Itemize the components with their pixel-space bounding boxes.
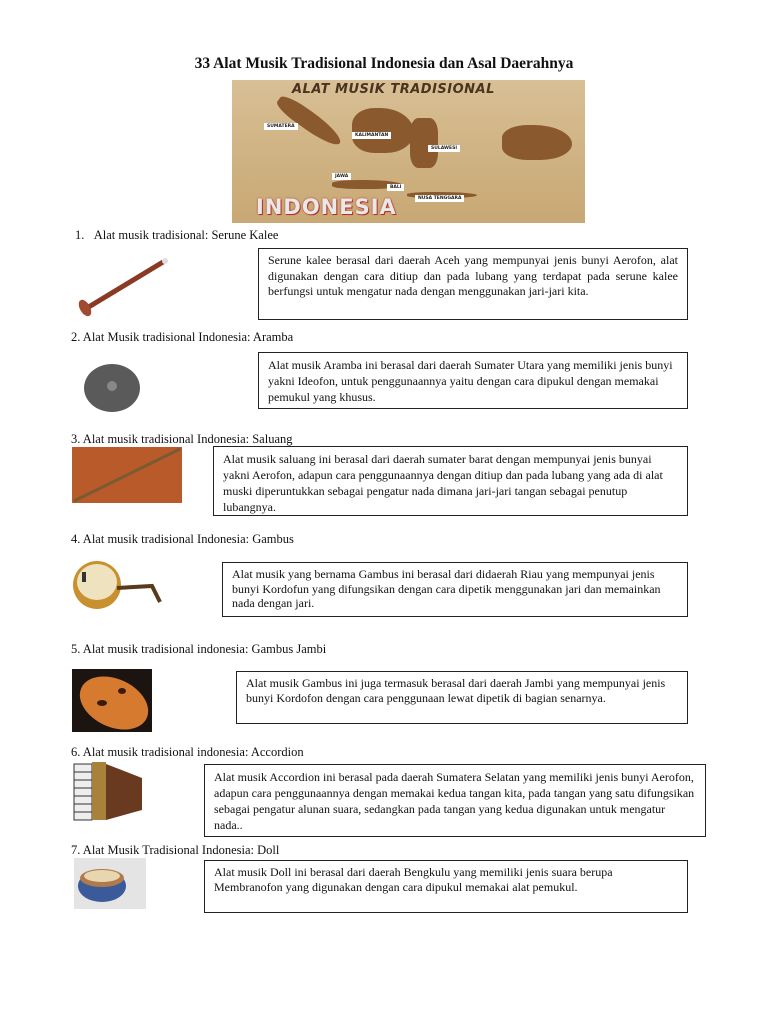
item-label xyxy=(75,228,278,243)
aramba-gong-image xyxy=(75,358,190,416)
item-description: Alat musik yang bernama Gambus ini berasal dari didaerah Riau yang mempunyai jenis bunyi Kordofun yang difungsikan dengan cara dipetik menggunakan jari dan memainkan nada dengan jari. xyxy=(222,562,688,617)
region-tag: NUSA TENGGARA xyxy=(415,195,464,202)
item-description: Alat musik saluang ini berasal dari daerah sumater barat dengan mempunyai jenis bunyai yakni Aerofon, adapun cara penggunaannya dengan ditiup dan pada lubang yang ada di alat muski diperuntukkan sebagai pengatur nada dimana jari-jari tangan sebagai penutup lubangnya. xyxy=(213,446,688,516)
item-description: Serune kalee berasal dari daerah Aceh yang mempunyai jenis bunyi Aerofon, alat digunakan dengan cara ditiup dan pada lubang yang terdapat pada serune kalee berfungsi untuk mengatur nada dengan menggunakan jari-jari kita. xyxy=(258,248,688,320)
item-description: Alat musik Aramba ini berasal dari daerah Sumater Utara yang memiliki jenis bunyi yakni Ideofon, untuk penggunaannya yaitu dengan cara dipukul dengan memakai pemukul yang khusus. xyxy=(258,352,688,409)
item-number: 1. xyxy=(75,228,85,242)
document-title: 33 Alat Musik Tradisional Indonesia dan Asal Daerahnya xyxy=(194,55,574,72)
item-label: 5. Alat musik tradisional indonesia: Gambus Jambi xyxy=(71,642,327,656)
region-tag: BALI xyxy=(387,184,404,191)
saluang-image xyxy=(72,447,182,503)
gambus-jambi-image xyxy=(72,669,152,732)
item-label: 3. Alat musik tradisional Indonesia: Saluang xyxy=(71,432,293,446)
item-description: Alat musik Doll ini berasal dari daerah Bengkulu yang memiliki jenis suara berupa Membranofon yang digunakan dengan cara dipukul memakai alat pemukul. xyxy=(204,860,688,913)
item-label: 7. Alat Musik Tradisional Indonesia: Doll xyxy=(71,843,280,857)
region-tag: SUMATERA xyxy=(264,123,298,130)
region-tag: JAWA xyxy=(332,173,351,180)
region-tag: SULAWESI xyxy=(428,145,460,152)
banner-heading: ALAT MUSIK TRADISIONAL xyxy=(292,82,495,97)
accordion-image xyxy=(72,760,152,823)
banner-country: INDONESIA xyxy=(256,195,397,219)
item-label: 2. Alat Musik tradisional Indonesia: Aramba xyxy=(71,330,294,344)
serune-kalee-image xyxy=(75,256,171,320)
item-title: Alat musik tradisional: Serune Kalee xyxy=(93,228,279,242)
item-label: 6. Alat musik tradisional indonesia: Accordion xyxy=(71,745,304,759)
item-description: Alat musik Accordion ini berasal pada daerah Sumatera Selatan yang memiliki jenis bunyi Aerofon, adapun cara penggunaannya dengan memakai kedua tangan kita, pada tangan yang satu difungsikan sebagai pengatur alunan suara, sedangkan pada tangan yang kedua digunakan untuk mengatur nada.. xyxy=(204,764,706,837)
gambus-image xyxy=(72,558,170,612)
item-description: Alat musik Gambus ini juga termasuk berasal dari daerah Jambi yang mempunyai jenis bunyi Kordofon dengan cara penggunaan lewat dipetik di bagian senarnya. xyxy=(236,671,688,724)
doll-drum-image xyxy=(74,858,146,909)
item-label: 4. Alat musik tradisional Indonesia: Gambus xyxy=(71,532,294,546)
region-tag: KALIMANTAN xyxy=(352,132,391,139)
indonesia-map-banner xyxy=(232,80,585,223)
